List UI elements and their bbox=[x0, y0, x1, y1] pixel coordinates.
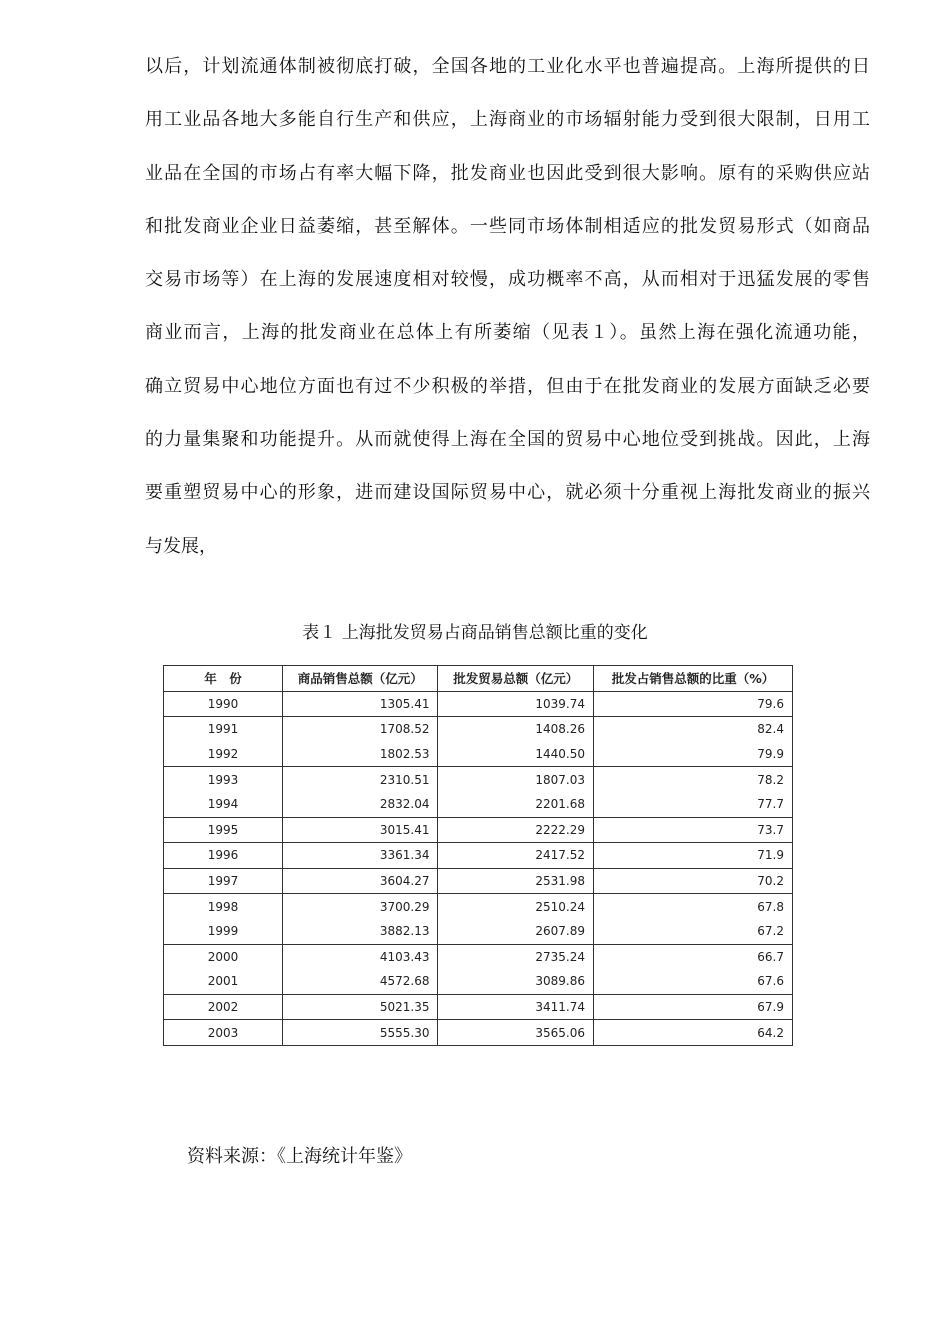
header-wholesale: 批发贸易总额（亿元） bbox=[438, 666, 593, 692]
cell-wholesale: 2510.24 bbox=[438, 894, 593, 919]
cell-ratio: 67.8 bbox=[593, 894, 792, 919]
cell-wholesale: 1408.26 bbox=[438, 717, 593, 742]
cell-year: 1998 bbox=[164, 894, 283, 919]
cell-total-sales: 2832.04 bbox=[283, 792, 438, 817]
cell-wholesale: 1039.74 bbox=[438, 691, 593, 717]
cell-ratio: 64.2 bbox=[593, 1020, 792, 1046]
cell-total-sales: 3015.41 bbox=[283, 817, 438, 843]
cell-total-sales: 5021.35 bbox=[283, 994, 438, 1020]
table-row bbox=[164, 919, 793, 944]
cell-ratio: 77.7 bbox=[593, 792, 792, 817]
header-total-sales: 商品销售总额（亿元） bbox=[283, 666, 438, 692]
cell-ratio: 71.9 bbox=[593, 843, 792, 869]
cell-ratio: 78.2 bbox=[593, 767, 792, 792]
paragraph-line: 商业而言，上海的批发商业在总体上有所萎缩（见表１）。虽然上海在强化流通功能， bbox=[145, 322, 870, 344]
cell-wholesale: 2201.68 bbox=[438, 792, 593, 817]
source-note: 资料来源：《上海统计年鉴》 bbox=[187, 1146, 412, 1167]
cell-year: 1994 bbox=[164, 792, 283, 817]
table-caption: 表１ 上海批发贸易占商品销售总额比重的变化 bbox=[302, 623, 648, 643]
cell-wholesale: 2735.24 bbox=[438, 944, 593, 969]
cell-total-sales: 1305.41 bbox=[283, 691, 438, 717]
cell-year: 1996 bbox=[164, 843, 283, 869]
table-row bbox=[164, 742, 793, 767]
cell-ratio: 82.4 bbox=[593, 717, 792, 742]
cell-wholesale: 1807.03 bbox=[438, 767, 593, 792]
paragraph-line: 要重塑贸易中心的形象，进而建设国际贸易中心，就必须十分重视上海批发商业的振兴 bbox=[145, 482, 870, 504]
table-row bbox=[164, 792, 793, 817]
sales-table bbox=[163, 665, 793, 1046]
cell-ratio: 67.2 bbox=[593, 919, 792, 944]
cell-wholesale: 2607.89 bbox=[438, 919, 593, 944]
cell-wholesale: 3411.74 bbox=[438, 994, 593, 1020]
cell-total-sales: 3882.13 bbox=[283, 919, 438, 944]
cell-year: 1995 bbox=[164, 817, 283, 843]
cell-year: 1991 bbox=[164, 717, 283, 742]
paragraph-line: 用工业品各地大多能自行生产和供应，上海商业的市场辐射能力受到很大限制，日用工 bbox=[145, 109, 870, 131]
cell-year: 1999 bbox=[164, 919, 283, 944]
cell-total-sales: 5555.30 bbox=[283, 1020, 438, 1046]
body-paragraph bbox=[145, 40, 870, 573]
cell-total-sales: 1802.53 bbox=[283, 742, 438, 767]
cell-ratio: 73.7 bbox=[593, 817, 792, 843]
paragraph-line: 以后，计划流通体制被彻底打破，全国各地的工业化水平也普遍提高。上海所提供的日 bbox=[145, 56, 870, 77]
table-row bbox=[164, 717, 793, 742]
cell-ratio: 70.2 bbox=[593, 868, 792, 894]
paragraph-line: 与发展， bbox=[145, 535, 217, 557]
table-row bbox=[164, 868, 793, 894]
cell-ratio: 79.6 bbox=[593, 691, 792, 717]
table-row bbox=[164, 944, 793, 969]
table-row bbox=[164, 843, 793, 869]
cell-wholesale: 1440.50 bbox=[438, 742, 593, 767]
cell-ratio: 79.9 bbox=[593, 742, 792, 767]
table-row bbox=[164, 969, 793, 994]
cell-ratio: 67.9 bbox=[593, 994, 792, 1020]
cell-total-sales: 4103.43 bbox=[283, 944, 438, 969]
paragraph-line: 业品在全国的市场占有率大幅下降，批发商业也因此受到很大影响。原有的采购供应站 bbox=[145, 162, 870, 184]
cell-wholesale: 3565.06 bbox=[438, 1020, 593, 1046]
cell-total-sales: 3700.29 bbox=[283, 894, 438, 919]
table-row bbox=[164, 994, 793, 1020]
paragraph-line: 和批发商业企业日益萎缩，甚至解体。一些同市场体制相适应的批发贸易形式（如商品 bbox=[145, 215, 870, 237]
table-row bbox=[164, 817, 793, 843]
table-row bbox=[164, 1020, 793, 1046]
cell-wholesale: 2222.29 bbox=[438, 817, 593, 843]
header-ratio: 批发占销售总额的比重（%） bbox=[593, 666, 792, 692]
table-row bbox=[164, 894, 793, 919]
cell-year: 2001 bbox=[164, 969, 283, 994]
header-year: 年 份 bbox=[164, 666, 283, 692]
cell-total-sales: 3604.27 bbox=[283, 868, 438, 894]
cell-total-sales: 2310.51 bbox=[283, 767, 438, 792]
paragraph-line: 的力量集聚和功能提升。从而就使得上海在全国的贸易中心地位受到挑战。因此，上海 bbox=[145, 429, 870, 451]
cell-year: 1990 bbox=[164, 691, 283, 717]
cell-total-sales: 1708.52 bbox=[283, 717, 438, 742]
table-header-row bbox=[164, 666, 793, 692]
cell-ratio: 67.6 bbox=[593, 969, 792, 994]
cell-wholesale: 2531.98 bbox=[438, 868, 593, 894]
cell-wholesale: 2417.52 bbox=[438, 843, 593, 869]
table-row bbox=[164, 691, 793, 717]
cell-year: 2000 bbox=[164, 944, 283, 969]
cell-year: 1993 bbox=[164, 767, 283, 792]
cell-year: 2002 bbox=[164, 994, 283, 1020]
table-row bbox=[164, 767, 793, 792]
cell-year: 1997 bbox=[164, 868, 283, 894]
cell-total-sales: 3361.34 bbox=[283, 843, 438, 869]
paragraph-line: 交易市场等）在上海的发展速度相对较慢，成功概率不高，从而相对于迅猛发展的零售 bbox=[145, 269, 870, 291]
paragraph-line: 确立贸易中心地位方面也有过不少积极的举措，但由于在批发商业的发展方面缺乏必要 bbox=[145, 375, 870, 397]
cell-total-sales: 4572.68 bbox=[283, 969, 438, 994]
cell-ratio: 66.7 bbox=[593, 944, 792, 969]
cell-wholesale: 3089.86 bbox=[438, 969, 593, 994]
cell-year: 2003 bbox=[164, 1020, 283, 1046]
cell-year: 1992 bbox=[164, 742, 283, 767]
